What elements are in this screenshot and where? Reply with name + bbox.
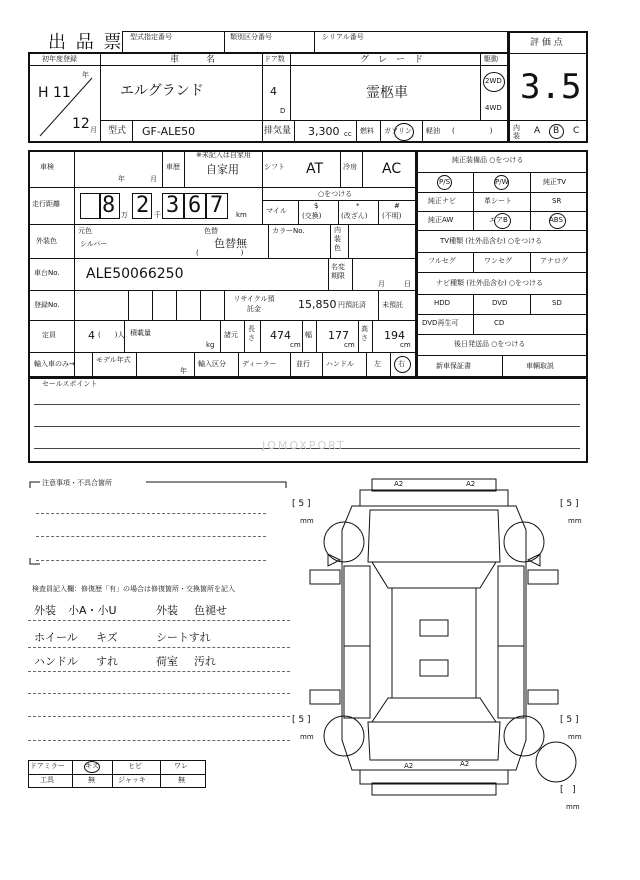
divider	[372, 320, 373, 352]
equip-pw: P/W	[495, 178, 509, 186]
tire-bracket: [ 5 ]	[560, 715, 579, 725]
equip-abs: ABS	[549, 216, 563, 224]
damage-mark: A2	[460, 760, 470, 768]
divider	[28, 224, 417, 225]
fuel-gasoline: ガソリン	[384, 127, 412, 135]
navi-type-label: ナビ種類 (社外品含む) ○をつける	[436, 279, 544, 287]
history-label: 車歴	[166, 163, 180, 171]
capacity-unit: ( )人	[98, 331, 125, 339]
tools-value: 無	[88, 776, 95, 784]
kg-unit: kg	[206, 341, 215, 349]
divider	[473, 252, 474, 272]
divider	[290, 52, 291, 120]
jack-label: ジャッキ	[118, 776, 146, 784]
divider	[100, 120, 509, 121]
divider	[416, 172, 588, 173]
divider	[338, 200, 339, 224]
jack-value: 無	[178, 776, 185, 784]
divider	[112, 760, 113, 788]
damage-mark: A2	[466, 480, 476, 488]
fuel-label: 燃料	[360, 127, 374, 135]
fuel-other: ( )	[452, 127, 493, 135]
equip-tv: 純正TV	[543, 178, 567, 186]
ruled-line	[36, 560, 266, 561]
cm-unit: cm	[344, 341, 355, 349]
divider	[136, 352, 137, 378]
navi-hdd: HDD	[434, 299, 451, 307]
later-label: 後日発送品 ○をつける	[454, 340, 526, 348]
altered-symbol: *	[356, 202, 360, 210]
divider	[378, 290, 379, 320]
inspection-item: 荷室	[156, 655, 178, 668]
tire-bracket: [ 5 ]	[560, 499, 579, 509]
tire-bracket: [ ]	[560, 785, 576, 795]
man-unit: 万	[121, 211, 128, 219]
car-name-label: 車 名	[170, 55, 216, 65]
import-cat-label: 輸入区分	[198, 360, 226, 368]
divider	[502, 355, 503, 378]
evaluation-score: 3.5	[520, 67, 582, 107]
divider	[128, 290, 129, 320]
displacement: 3,300	[308, 125, 340, 138]
model-year-unit: 年	[180, 367, 187, 375]
navi-sd: SD	[552, 299, 562, 307]
divider	[294, 120, 295, 143]
recycle-label: リサイクル預託金	[233, 295, 275, 313]
watermark: JOMOXPORT	[262, 439, 346, 452]
navi-cd: CD	[494, 319, 505, 327]
navi-dvd: DVD	[492, 299, 508, 307]
tv-type-label: TV種類 (社外品含む) ○をつける	[440, 237, 543, 245]
inspection-detail: キズ	[96, 631, 118, 644]
divider	[322, 352, 323, 378]
reg-label: 登録No.	[34, 301, 60, 309]
equip-navi: 純正ナビ	[428, 197, 456, 205]
door-label: ドア数	[264, 55, 285, 63]
divider	[298, 200, 299, 224]
history-value: 自家用	[206, 163, 239, 176]
handle-label: ハンドル	[326, 360, 354, 368]
recycle-unit: 円預託済	[338, 301, 366, 309]
shift-label: シフト	[264, 163, 285, 171]
divider	[416, 211, 588, 212]
divider	[328, 258, 329, 290]
mileage-digit: 8	[102, 193, 116, 218]
left-hand: 左	[374, 360, 381, 368]
interior-label: 内装	[513, 124, 520, 140]
mm-unit: mm	[568, 517, 582, 525]
ac-label: 冷房	[343, 163, 357, 171]
cm-unit: cm	[400, 341, 411, 349]
inspection-item: 外装	[34, 604, 56, 617]
divider	[74, 150, 75, 378]
grade-value: 霊柩車	[366, 85, 408, 101]
ruled-line	[28, 716, 290, 717]
equip-aw: 純正AW	[428, 216, 454, 224]
divider	[224, 31, 225, 53]
divider	[238, 352, 239, 378]
chassis-label: 車台No.	[34, 269, 60, 277]
divider	[356, 120, 357, 143]
inspection-detail: 色褪せ	[194, 604, 227, 617]
damage-mark: A2	[394, 480, 404, 488]
divider	[262, 187, 263, 224]
shaken-year-unit: 年	[118, 175, 125, 183]
inspection-item: 外装	[156, 604, 178, 617]
ruled-line	[28, 620, 290, 621]
displacement-label: 排気量	[264, 126, 292, 136]
equip-ps: P/S	[439, 178, 451, 186]
divider	[530, 294, 531, 314]
mirror-scratch: キズ	[85, 762, 99, 770]
mirror-crack: ヒビ	[128, 762, 142, 770]
divider	[416, 314, 588, 315]
divider	[28, 290, 417, 291]
mileage-label: 走行距離	[32, 200, 60, 208]
interior-color-label: 内装色	[334, 226, 341, 252]
tools-label: 工具	[40, 776, 54, 784]
unknown-label: (不明)	[382, 212, 402, 220]
name-change-label: 名変期限	[331, 263, 345, 280]
mile-label: マイル	[266, 207, 287, 215]
ruled-line	[28, 671, 290, 672]
divider	[530, 252, 531, 272]
divider	[28, 352, 417, 353]
divider	[290, 352, 291, 378]
length-label: 長さ	[248, 325, 255, 342]
divider	[508, 120, 588, 121]
mileage-digit: 7	[210, 193, 224, 218]
first-reg-year: H 11	[38, 85, 71, 101]
ruled-line	[28, 740, 290, 741]
ac-value: AC	[382, 161, 402, 177]
inspection-detail: すれ	[96, 655, 118, 668]
divider	[124, 320, 125, 352]
cc-unit: cc	[344, 130, 352, 138]
history-note: ※未記入は自家用	[196, 151, 251, 159]
divider	[473, 172, 474, 230]
car-name: エルグランド	[120, 83, 204, 99]
mileage-digit: 2	[136, 193, 150, 218]
divider	[302, 320, 303, 352]
mm-unit: mm	[566, 803, 580, 811]
mirror-break: ワレ	[174, 762, 188, 770]
divider	[473, 294, 474, 334]
length-value: 474	[270, 329, 291, 342]
divider	[362, 150, 363, 187]
divider	[314, 31, 315, 53]
mm-unit: mm	[568, 733, 582, 741]
grade-label: グ レ ー ド	[360, 55, 424, 65]
first-reg-month: 12	[72, 116, 90, 132]
serial-label: シリアル番号	[322, 33, 364, 41]
notes-bracket	[26, 478, 290, 568]
tv-oneseg: ワンセグ	[484, 257, 512, 265]
divider	[262, 120, 263, 143]
ruled-line	[36, 536, 266, 537]
first-reg-label: 初年度登録	[42, 55, 77, 63]
month-unit: 月	[90, 126, 97, 134]
name-change-month: 月	[378, 280, 385, 288]
tire-bracket: [ 5 ]	[292, 715, 311, 725]
recycle-unpaid: 未預託	[382, 301, 403, 309]
ruled-line	[34, 404, 580, 405]
color-no-label: カラーNo.	[272, 227, 305, 235]
divider	[28, 774, 206, 775]
ruled-line	[28, 647, 290, 648]
model-year-label: モデル年式	[96, 356, 131, 364]
chassis-number: ALE50066250	[86, 266, 184, 282]
divider	[422, 120, 423, 143]
tv-fullseg: フルセグ	[428, 257, 456, 265]
interior-grade-c: C	[573, 126, 580, 136]
divider	[260, 320, 261, 352]
height-value: 194	[384, 329, 405, 342]
divider	[224, 290, 225, 320]
equip-airbag: エアB	[489, 216, 508, 224]
category-label: 類別区分番号	[230, 33, 272, 41]
ruled-line	[28, 693, 290, 694]
import-label: 輸入車のみ→	[34, 360, 75, 368]
divider	[316, 320, 317, 352]
divider	[194, 352, 195, 378]
divider	[244, 320, 245, 352]
ruled-line	[34, 426, 580, 427]
mileage-box	[80, 193, 100, 219]
divider	[200, 290, 201, 320]
divider	[330, 224, 331, 258]
drive-4wd: 4WD	[485, 104, 502, 112]
mm-unit: mm	[300, 517, 314, 525]
sen-unit: 千	[154, 211, 161, 219]
tire-bracket: [ 5 ]	[292, 499, 311, 509]
sales-point-label: セールスポイント	[42, 380, 98, 388]
shaken-month-unit: 月	[150, 175, 157, 183]
divider	[184, 150, 185, 187]
mileage-digit: 3	[166, 193, 180, 218]
dealer-option: ディーラー	[242, 360, 277, 368]
unknown-symbol: #	[394, 202, 400, 210]
shaken-label: 車検	[40, 163, 54, 171]
divider	[72, 760, 73, 788]
shift-value: AT	[306, 161, 324, 177]
divider	[378, 200, 379, 224]
exchange-symbol: $	[314, 202, 319, 210]
recycle-amount: 15,850	[298, 298, 337, 311]
parallel-option: 並行	[296, 360, 310, 368]
divider	[352, 258, 353, 290]
color-paren: ( )	[196, 249, 244, 257]
original-color-label: 元色	[78, 227, 92, 235]
equip-leather: 革シート	[484, 197, 512, 205]
score-label: 評 価 点	[530, 38, 563, 48]
divider	[366, 352, 367, 378]
mileage-digit: 6	[188, 193, 202, 218]
divider	[162, 150, 163, 187]
notes-label: 注意事項・不具合箇所	[42, 479, 112, 487]
divider	[416, 192, 588, 193]
equip-sr: SR	[552, 197, 562, 205]
original-color: シルバー	[80, 240, 108, 248]
selected-circle	[394, 123, 414, 141]
width-label: 幅	[305, 331, 312, 339]
later-warranty: 新車保証書	[436, 362, 471, 370]
equipment-label: 純正装備品 ○をつける	[452, 156, 524, 164]
divider	[416, 230, 588, 231]
name-change-day: 日	[404, 280, 411, 288]
mileage-box	[100, 193, 120, 219]
divider	[416, 272, 588, 273]
color-label: 外装色	[36, 237, 57, 245]
height-label: 高さ	[361, 325, 368, 342]
divider	[508, 53, 588, 54]
divider	[530, 172, 531, 230]
width-value: 177	[328, 329, 349, 342]
inspection-detail: 小A・小U	[68, 604, 117, 617]
divider	[28, 258, 417, 259]
inspection-item: ホイール	[34, 631, 78, 644]
exchange-label: (交換)	[302, 212, 322, 220]
model-code: GF-ALE50	[142, 125, 196, 138]
dim-label: 諸元	[224, 331, 238, 339]
header-id-row	[122, 31, 508, 53]
divider	[220, 320, 221, 352]
inspection-item: ハンドル	[34, 655, 78, 668]
divider	[262, 200, 417, 201]
divider	[268, 224, 269, 258]
door-count: 4	[270, 85, 277, 98]
later-manual: 車輌取説	[526, 362, 554, 370]
altered-label: (改ざん)	[341, 212, 368, 220]
right-hand: 右	[398, 360, 405, 368]
car-damage-diagram	[300, 470, 590, 830]
divider	[358, 320, 359, 352]
capacity-label: 定員	[42, 331, 56, 339]
km-unit: km	[236, 211, 247, 219]
divider	[480, 52, 481, 120]
divider	[262, 52, 263, 120]
mark-note: ○をつける	[318, 190, 353, 198]
drive-label: 駆動	[484, 55, 498, 63]
year-unit: 年	[82, 71, 89, 79]
divider	[132, 120, 133, 143]
interior-grade-a: A	[534, 126, 541, 136]
divider	[262, 150, 263, 187]
mm-unit: mm	[300, 733, 314, 741]
type-cert-label: 型式指定番号	[130, 33, 172, 41]
damage-mark: A2	[404, 762, 414, 770]
divider	[176, 290, 177, 320]
divider	[340, 150, 341, 187]
divider	[348, 224, 349, 258]
sheet-title: 出 品 票	[48, 32, 124, 53]
divider	[28, 187, 417, 188]
load-label: 積載量	[130, 329, 151, 337]
color-change: 色替無	[214, 237, 247, 250]
interior-grade-b: B	[553, 126, 560, 136]
divider	[92, 352, 93, 378]
cm-unit: cm	[290, 341, 301, 349]
inspection-item: シートすれ	[156, 631, 211, 644]
divider	[100, 52, 101, 143]
divider	[416, 294, 588, 295]
drive-2wd: 2WD	[485, 77, 502, 85]
mirror-label: ドアミラー	[30, 762, 65, 770]
divider	[416, 334, 588, 335]
model-label: 型式	[108, 126, 127, 136]
fuel-diesel: 軽油	[426, 127, 440, 135]
divider	[380, 120, 381, 143]
ruled-line	[36, 513, 266, 514]
capacity-value: 4	[88, 329, 95, 342]
color-code-label: 色替	[204, 227, 218, 235]
inspection-label: 検査員記入欄：修復歴「有」の場合は修復箇所・交換箇所を記入	[32, 585, 235, 593]
inspection-detail: 汚れ	[194, 655, 216, 668]
divider	[390, 352, 391, 378]
door-type: D	[280, 107, 286, 115]
navi-dvd-player: DVD再生可	[422, 319, 459, 327]
divider	[152, 290, 153, 320]
divider	[416, 252, 588, 253]
tv-analog: アナログ	[540, 257, 568, 265]
divider	[160, 760, 161, 788]
